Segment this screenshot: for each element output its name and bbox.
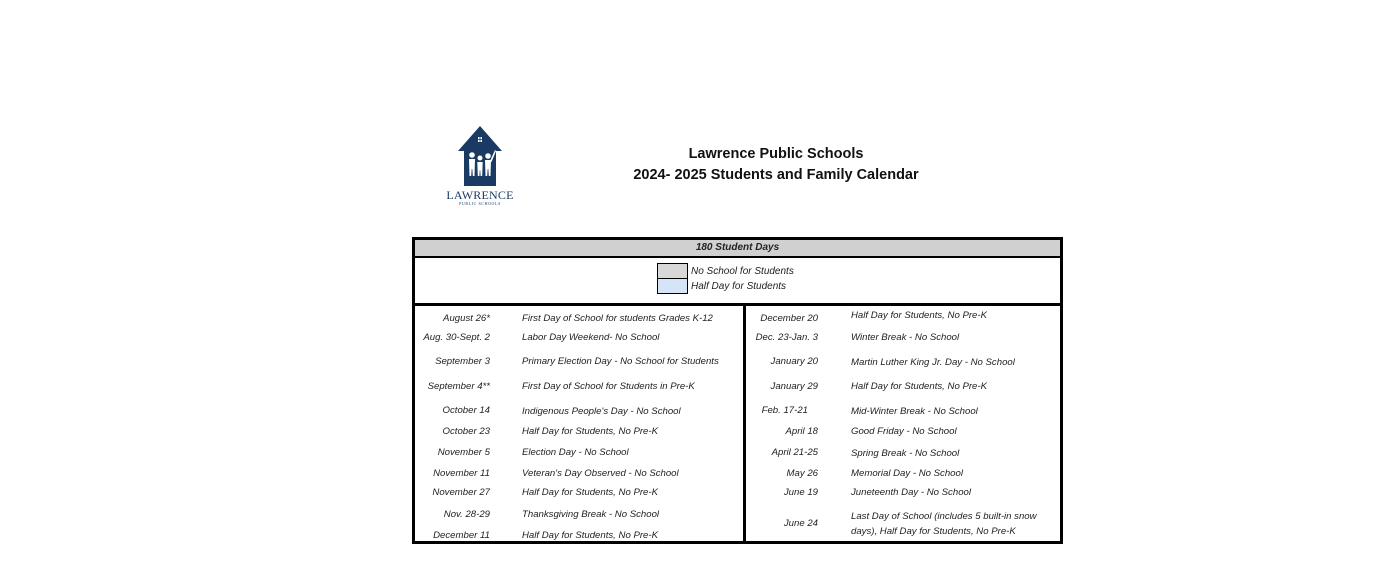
event-date: December 11 bbox=[433, 530, 490, 541]
legend-item-half-day bbox=[657, 278, 786, 294]
event-description: Juneteenth Day - No School bbox=[851, 487, 971, 498]
page-subtitle: 2024- 2025 Students and Family Calendar bbox=[633, 167, 919, 183]
event-description: Thanksgiving Break - No School bbox=[522, 509, 660, 520]
event-date: September 4** bbox=[427, 381, 490, 392]
event-description: Last Day of School (includes 5 built-in snow days), Half Day for Students, No Pre-K bbox=[851, 511, 1037, 537]
event-description: Half Day for Students, No Pre-K bbox=[522, 426, 658, 437]
event-date: Nov. 28-29 bbox=[443, 509, 490, 520]
legend bbox=[415, 258, 1060, 306]
event-date: Feb. 17-21 bbox=[761, 405, 808, 416]
event-description: Labor Day Weekend- No School bbox=[522, 332, 660, 343]
event-description: First Day of School for Students in Pre-K bbox=[522, 381, 695, 392]
event-description: Spring Break - No School bbox=[851, 448, 960, 459]
event-description: Election Day - No School bbox=[522, 447, 629, 458]
event-description: Primary Election Day - No School for Students bbox=[522, 356, 719, 367]
event-date: November 27 bbox=[432, 487, 490, 498]
event-date: November 5 bbox=[437, 447, 490, 458]
event-date: June 19 bbox=[783, 487, 818, 498]
event-date: September 3 bbox=[435, 356, 490, 367]
event-date: Aug. 30-Sept. 2 bbox=[423, 332, 490, 343]
event-description: Good Friday - No School bbox=[851, 426, 957, 437]
legend-label: No School for Students bbox=[691, 265, 794, 277]
logo-subtitle: PUBLIC SCHOOLS bbox=[459, 201, 501, 206]
event-date: April 18 bbox=[785, 426, 818, 437]
event-description: First Day of School for students Grades K-12 bbox=[522, 313, 713, 324]
event-date: January 29 bbox=[770, 381, 818, 392]
event-date: October 23 bbox=[442, 426, 490, 437]
page-title: Lawrence Public Schools bbox=[688, 146, 864, 162]
logo-wordmark: LAWRENCE bbox=[446, 188, 514, 202]
event-description: Half Day for Students, No Pre-K bbox=[522, 530, 658, 541]
page-header bbox=[560, 144, 992, 186]
student-days-banner: 180 Student Days bbox=[415, 240, 1060, 258]
lawrence-logo bbox=[444, 124, 516, 208]
event-description: Indigenous People's Day - No School bbox=[522, 406, 681, 417]
event-date: April 21-25 bbox=[771, 447, 818, 458]
event-date: October 14 bbox=[442, 405, 490, 416]
event-description: Veteran's Day Observed - No School bbox=[522, 468, 679, 479]
calendar-table bbox=[412, 237, 1063, 544]
event-description: Mid-Winter Break - No School bbox=[851, 406, 978, 417]
event-date: May 26 bbox=[786, 468, 818, 479]
legend-item-no-school bbox=[657, 263, 794, 279]
event-date: June 24 bbox=[783, 518, 818, 529]
events-area bbox=[415, 306, 1060, 544]
event-description: Half Day for Students, No Pre-K bbox=[851, 381, 987, 392]
event-date: November 11 bbox=[433, 468, 490, 479]
event-description: Half Day for Students, No Pre-K bbox=[522, 487, 658, 498]
event-date: August 26* bbox=[443, 313, 490, 324]
event-description: Half Day for Students, No Pre-K bbox=[851, 310, 987, 321]
legend-label: Half Day for Students bbox=[691, 280, 787, 292]
house-with-family-icon bbox=[444, 124, 516, 188]
event-date: January 20 bbox=[770, 356, 818, 367]
event-date: December 20 bbox=[760, 313, 818, 324]
legend-swatch-blue bbox=[657, 278, 688, 294]
event-description: Winter Break - No School bbox=[851, 332, 960, 343]
event-description: Memorial Day - No School bbox=[851, 468, 963, 479]
event-date: Dec. 23-Jan. 3 bbox=[755, 332, 818, 343]
event-description: Martin Luther King Jr. Day - No School bbox=[851, 357, 1015, 368]
legend-swatch-gray bbox=[657, 263, 688, 279]
